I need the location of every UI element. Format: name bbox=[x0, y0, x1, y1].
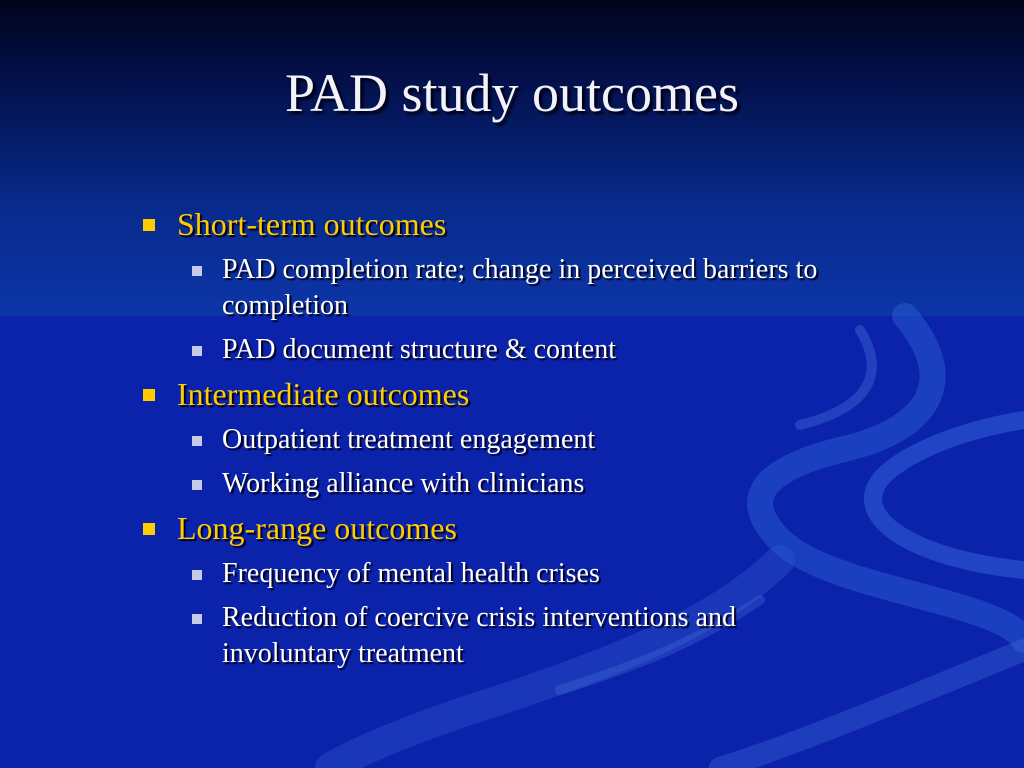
list-item bbox=[140, 600, 862, 672]
square-bullet-icon bbox=[192, 346, 202, 356]
square-bullet-icon bbox=[192, 436, 202, 446]
slide-title: PAD study outcomes bbox=[284, 63, 740, 123]
list-item-text: PAD document structure & content bbox=[222, 334, 617, 365]
section-heading-text: Intermediate outcomes bbox=[177, 376, 470, 412]
list-item bbox=[140, 556, 862, 592]
square-bullet-icon bbox=[192, 570, 202, 580]
list-item-text: Frequency of mental health crises bbox=[222, 558, 600, 589]
list-item bbox=[140, 332, 862, 368]
section-heading bbox=[140, 508, 920, 548]
list-item bbox=[140, 252, 862, 324]
list-item bbox=[140, 422, 862, 458]
bullet-list bbox=[140, 200, 920, 678]
square-bullet-icon bbox=[143, 219, 155, 231]
list-item bbox=[140, 466, 862, 502]
section-intermediate bbox=[140, 374, 920, 502]
section-heading bbox=[140, 204, 920, 244]
list-item-text: Working alliance with clinicians bbox=[222, 468, 585, 499]
section-long-range bbox=[140, 508, 920, 672]
list-item-text: Reduction of coercive crisis interventions and involuntary treatment bbox=[222, 602, 736, 669]
section-short-term bbox=[140, 204, 920, 368]
square-bullet-icon bbox=[192, 480, 202, 490]
square-bullet-icon bbox=[143, 523, 155, 535]
list-item-text: PAD completion rate; change in perceived barriers to completion bbox=[222, 254, 818, 321]
square-bullet-icon bbox=[143, 389, 155, 401]
section-heading-text: Long-range outcomes bbox=[177, 510, 457, 546]
list-item-text: Outpatient treatment engagement bbox=[222, 424, 596, 455]
section-heading-text: Short-term outcomes bbox=[177, 206, 447, 242]
square-bullet-icon bbox=[192, 614, 202, 624]
section-heading bbox=[140, 374, 920, 414]
square-bullet-icon bbox=[192, 266, 202, 276]
